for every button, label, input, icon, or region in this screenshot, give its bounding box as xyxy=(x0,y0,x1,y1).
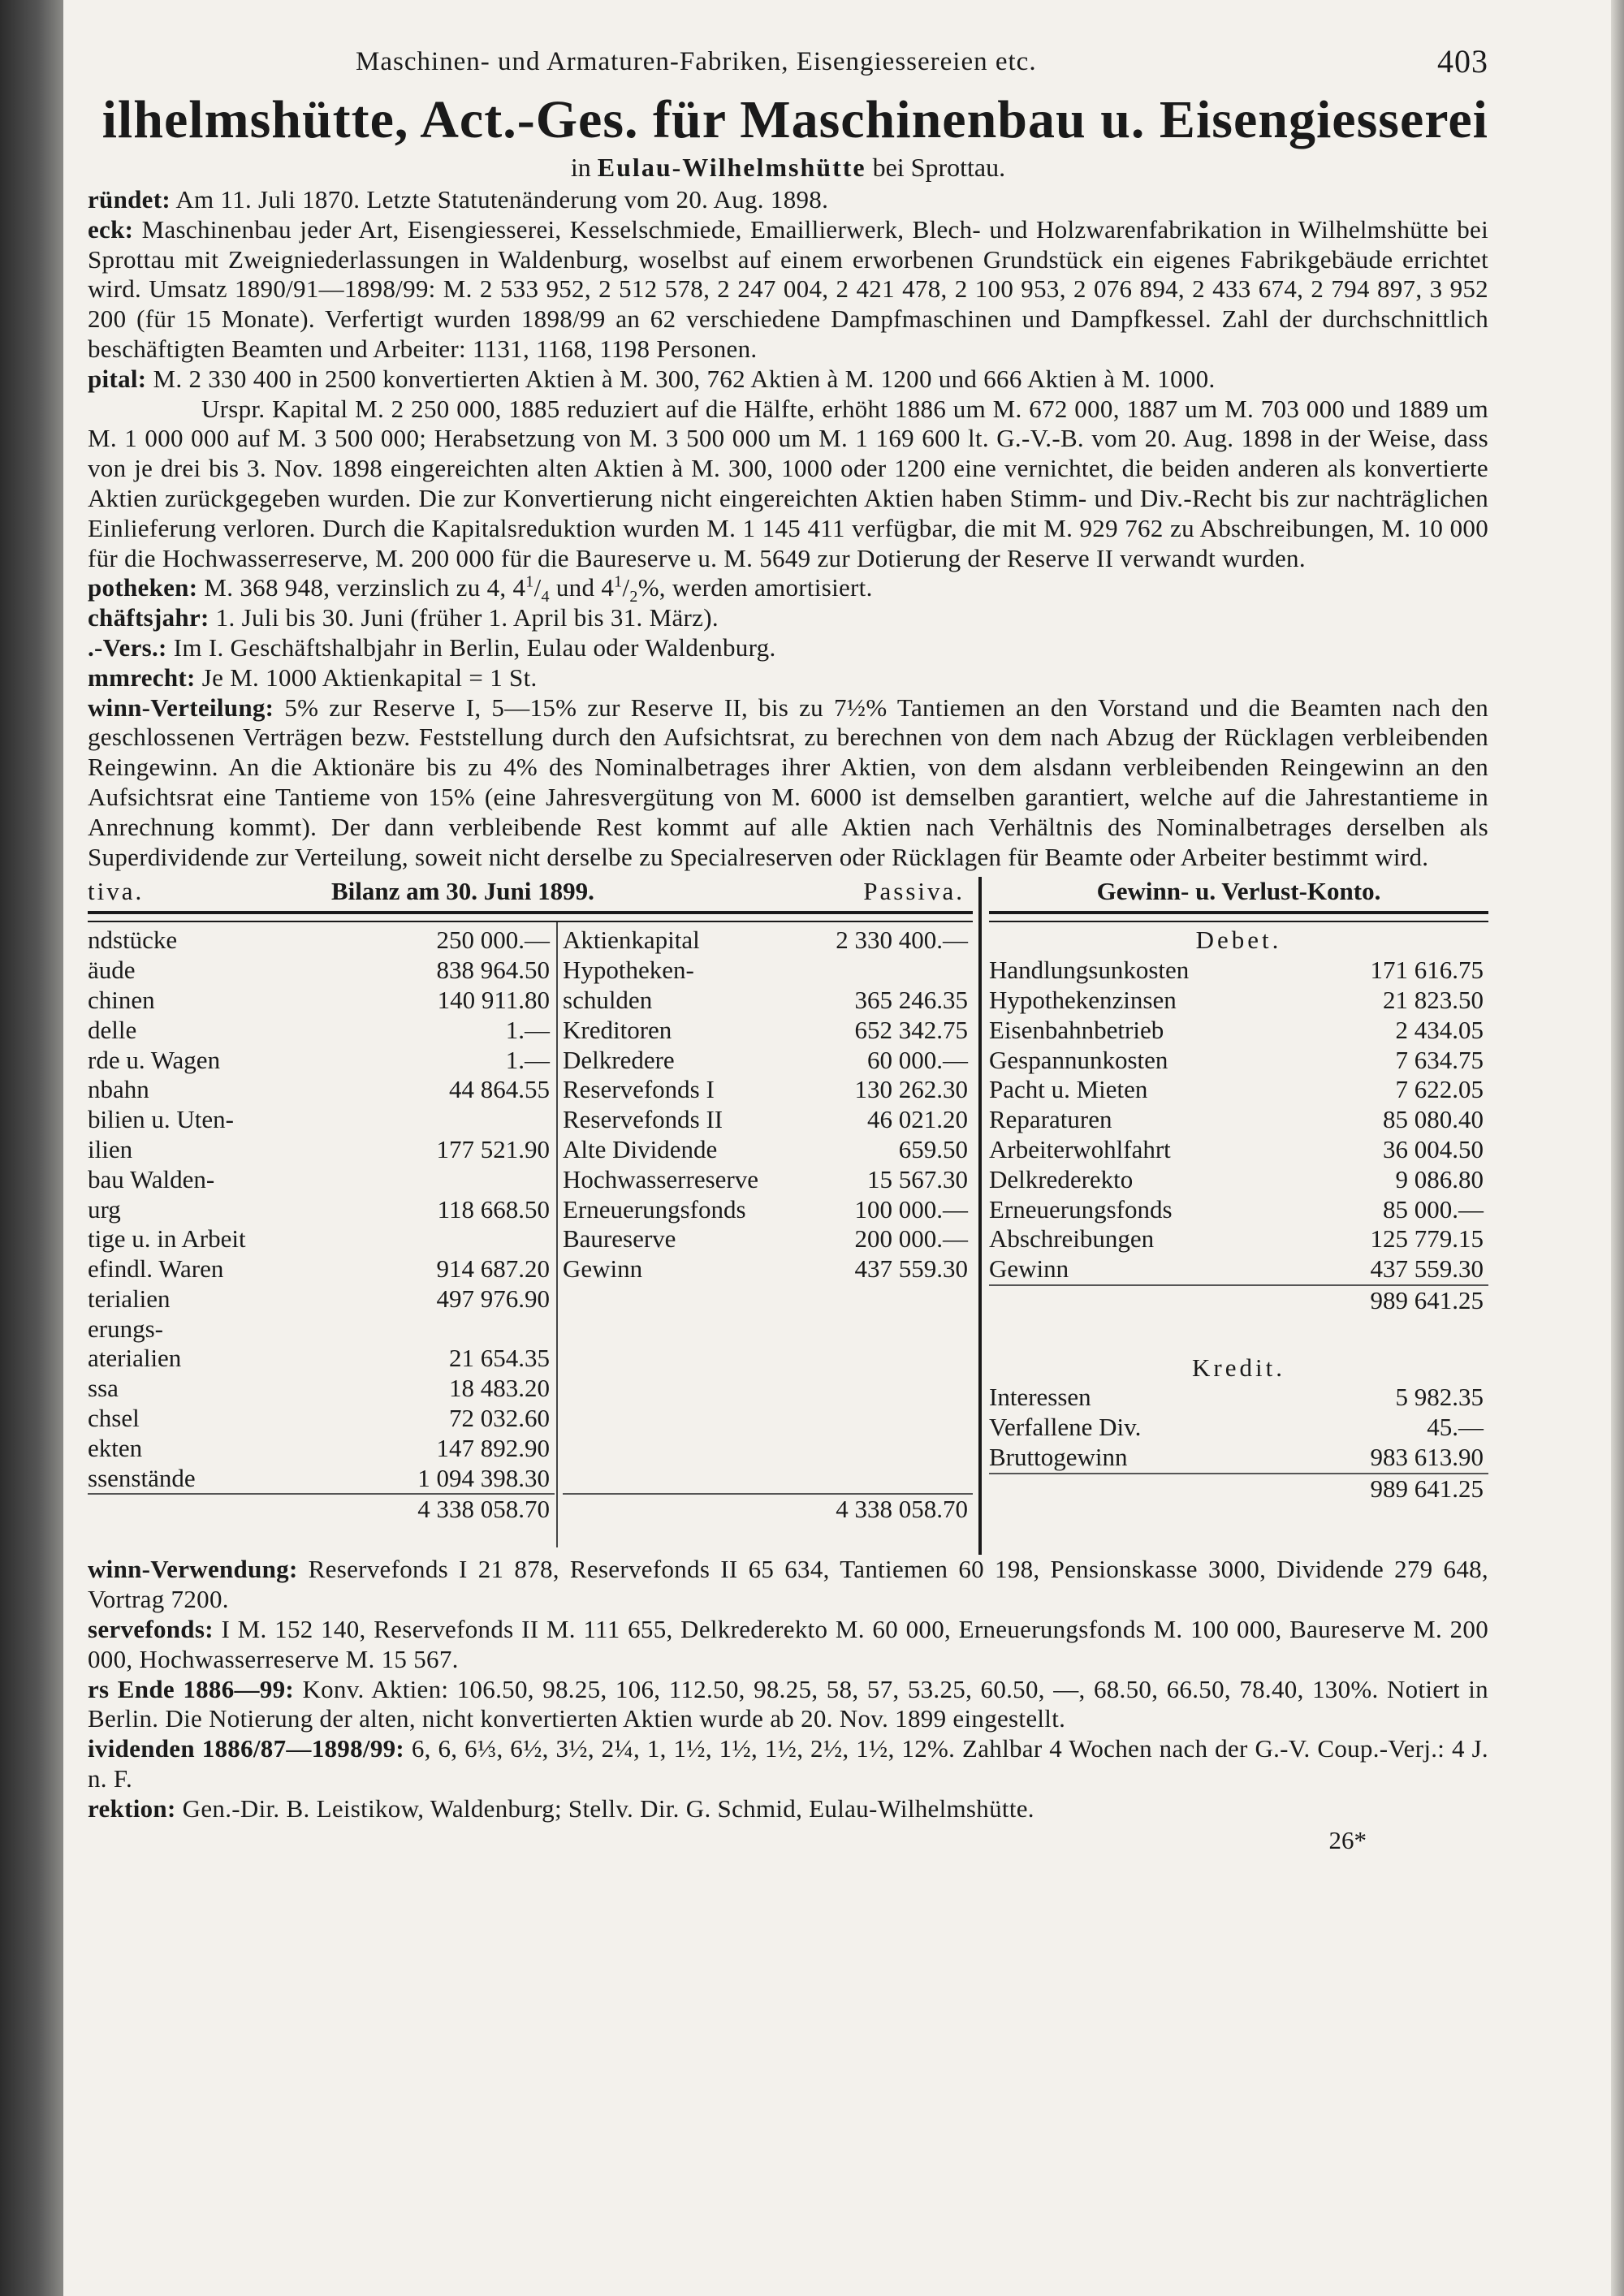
page-gutter-shadow xyxy=(0,0,63,2296)
row-value: 200 000.— xyxy=(854,1224,968,1254)
table-row xyxy=(563,1165,973,1195)
balance-title: Bilanz am 30. Juni 1899. xyxy=(331,877,594,906)
balance-header xyxy=(88,877,973,914)
total-value: 4 338 058.70 xyxy=(417,1495,550,1524)
table-row xyxy=(989,1105,1488,1135)
row-label: Hochwasserreserve xyxy=(563,1164,758,1193)
table-row xyxy=(88,1374,555,1404)
row-value: 85 000.— xyxy=(1383,1194,1484,1224)
row-label: ilien xyxy=(88,1134,133,1163)
total-row xyxy=(989,1473,1488,1504)
row-value: 118 668.50 xyxy=(437,1194,550,1224)
row-label: Gewinn xyxy=(563,1254,643,1284)
table-row xyxy=(88,1105,555,1135)
row-value: 177 521.90 xyxy=(436,1134,550,1163)
row-value: 250 000.— xyxy=(436,926,550,955)
table-row xyxy=(563,1224,973,1254)
row-value: 652 342.75 xyxy=(854,1015,968,1044)
dividends-paragraph: ividenden 1886/87—1898/99: 6, 6, 6⅓, 6½, 3½, 2¼, 1, 1½, 1½, 1½, 2½, 1½, 12%. Zahlbar 4 Wochen nach der G.-V. Coup.-Verj.: 4 J. n. F. xyxy=(88,1734,1488,1793)
row-label: ssenstände xyxy=(88,1463,196,1492)
profit-loss-account xyxy=(989,877,1488,1503)
row-value: 36 004.50 xyxy=(1383,1134,1484,1163)
table-row xyxy=(989,1224,1488,1254)
row-value: 15 567.30 xyxy=(867,1164,968,1193)
row-label: erungs- xyxy=(88,1314,163,1343)
table-row xyxy=(563,1105,973,1135)
table-row xyxy=(563,956,973,986)
row-label: ssa xyxy=(88,1374,119,1403)
table-row xyxy=(88,1344,555,1374)
table-row xyxy=(989,1046,1488,1076)
row-value: 21 654.35 xyxy=(449,1344,550,1373)
row-label: Abschreibungen xyxy=(989,1224,1155,1254)
voting-right-paragraph: mmrecht: Je M. 1000 Aktienkapital = 1 St. xyxy=(88,662,538,692)
table-row xyxy=(563,986,973,1016)
table-row xyxy=(88,1195,555,1225)
row-label: urg xyxy=(88,1194,121,1224)
page-content xyxy=(88,41,1488,1857)
capital-paragraph: pital: M. 2 330 400 in 2500 konvertierten Aktien à M. 300, 762 Aktien à M. 1200 und 666 Aktien à M. 1000. xyxy=(88,364,1216,393)
row-value: 838 964.50 xyxy=(436,956,550,985)
row-value: 365 246.35 xyxy=(854,985,968,1014)
row-label: Alte Dividende xyxy=(563,1134,718,1163)
document-page xyxy=(63,0,1624,2296)
table-row xyxy=(88,1434,555,1464)
table-row xyxy=(989,1135,1488,1165)
row-label: terialien xyxy=(88,1284,171,1313)
row-label: chinen xyxy=(88,985,155,1014)
running-header xyxy=(88,41,1488,89)
row-value: 21 823.50 xyxy=(1383,985,1484,1014)
general-meeting-paragraph: .-Vers.: Im I. Geschäftshalbjahr in Berlin, Eulau oder Waldenburg. xyxy=(88,632,776,662)
row-value: 100 000.— xyxy=(854,1194,968,1224)
row-label: äude xyxy=(88,956,136,985)
table-row xyxy=(88,1464,555,1494)
guv-rule xyxy=(989,914,1488,922)
purpose-paragraph: eck: Maschinenbau jeder Art, Eisengiesserei, Kesselschmiede, Emaillierwerk, Blech- und Holzwarenfabrikation in Wilhelmshütte bei Sprottau mit Zweigniederlassungen in Waldenburg, woselbst auf einem erworbenen Grundstück ein eigenes Fabrikgebäude errichtet wird. Umsatz 1890/91—1898/99: M. 2 533 952, 2 512 578, 2 247 004, 2 421 478, 2 100 953, 2 076 894, 2 433 674, 2 794 897, 3 952 200 (für 15 Monate). Verfertigt wurden 1898/99 an 62 verschiedene Dampfmaschinen und Dampfkessel. Zahl der durchschnittlich beschäftigten Beamten und Arbeiter: 1131, 1168, 1198 Personen. xyxy=(88,214,1489,363)
row-label: Pacht u. Mieten xyxy=(989,1075,1148,1104)
row-label: ndstücke xyxy=(88,926,178,955)
row-label: delle xyxy=(88,1015,137,1044)
table-row xyxy=(563,1016,973,1046)
table-row xyxy=(989,1016,1488,1046)
row-value: 85 080.40 xyxy=(1383,1105,1484,1134)
row-label: chsel xyxy=(88,1404,140,1433)
row-value: 140 911.80 xyxy=(437,985,550,1014)
balance-column-divider xyxy=(556,922,558,1547)
row-label: Kreditoren xyxy=(563,1015,672,1044)
row-label: Gewinn xyxy=(989,1254,1069,1284)
table-row xyxy=(989,1195,1488,1225)
section-heading: Kredit. xyxy=(1192,1353,1285,1382)
reserve-funds-paragraph: servefonds: I M. 152 140, Reservefonds II M. 111 655, Delkrederekto M. 60 000, Erneuerungsfonds M. 100 000, Baureserve M. 200 000, Hochwasserreserve M. 15 567. xyxy=(88,1614,1488,1673)
aktiva-column xyxy=(88,926,555,1525)
row-value: 9 086.80 xyxy=(1395,1164,1484,1193)
row-label: Reservefonds I xyxy=(563,1075,715,1104)
row-label: Delkrederekto xyxy=(989,1164,1134,1193)
table-row xyxy=(88,1075,555,1105)
location-name: Eulau-Wilhelmshütte xyxy=(597,153,866,182)
table-row xyxy=(563,1195,973,1225)
management-paragraph: rektion: Gen.-Dir. B. Leistikow, Waldenburg; Stellv. Dir. G. Schmid, Eulau-Wilhelmshütte. xyxy=(88,1793,1034,1823)
row-value: 7 634.75 xyxy=(1395,1045,1484,1074)
row-value: 1.— xyxy=(505,1015,550,1044)
share-price-paragraph: rs Ende 1886—99: Konv. Aktien: 106.50, 98.25, 106, 112.50, 98.25, 58, 57, 53.25, 60.50, —, 68.50, 66.50, 78.40, 130%. Notiert in Berlin. Die Notierung der alten, nicht konvertierten Aktien wurde ab 20. Nov. 1899 eingestellt. xyxy=(88,1674,1488,1733)
table-row xyxy=(88,1135,555,1165)
table-row xyxy=(88,1046,555,1076)
row-value: 5 982.35 xyxy=(1395,1383,1484,1412)
row-value: 45.— xyxy=(1427,1413,1484,1442)
page-number: 403 xyxy=(1437,43,1488,80)
row-label: ekten xyxy=(88,1433,143,1462)
row-label: Reservefonds II xyxy=(563,1105,723,1134)
row-value: 2 330 400.— xyxy=(836,926,968,955)
row-value: 130 262.30 xyxy=(854,1075,968,1104)
table-row xyxy=(88,1016,555,1046)
table-row xyxy=(88,1254,555,1284)
profit-usage-paragraph: winn-Verwendung: Reservefonds I 21 878, Reservefonds II 65 634, Tantiemen 60 198, Pensionskasse 3000, Dividende 279 648, Vortrag 7200. xyxy=(88,1555,1488,1614)
row-value: 125 779.15 xyxy=(1370,1224,1484,1254)
row-label: tige u. in Arbeit xyxy=(88,1224,246,1254)
row-value: 659.50 xyxy=(898,1134,968,1163)
row-value: 2 434.05 xyxy=(1395,1015,1484,1044)
row-label: Bruttogewinn xyxy=(989,1443,1128,1472)
company-location: in Eulau-Wilhelmshütte bei Sprottau. xyxy=(570,153,1006,182)
table-row xyxy=(88,986,555,1016)
total-value: 4 338 058.70 xyxy=(836,1495,968,1524)
total-row xyxy=(88,1493,555,1525)
financial-tables xyxy=(88,877,1488,1555)
row-value: 437 559.30 xyxy=(1370,1254,1484,1284)
signature-mark: 26* xyxy=(1328,1825,1367,1854)
row-value: 147 892.90 xyxy=(436,1433,550,1462)
row-value: 983 613.90 xyxy=(1370,1443,1484,1472)
row-label: aterialien xyxy=(88,1344,182,1373)
table-row xyxy=(88,1284,555,1314)
mortgages-paragraph: potheken: M. 368 948, verzinslich zu 4, $4^1/_4$ und $4^1/_2\%$, werden amortisiert. xyxy=(88,573,873,606)
row-label: Hypotheken- xyxy=(563,956,694,985)
row-label: Baureserve xyxy=(563,1224,676,1254)
passiva-label: Passiva. xyxy=(863,877,965,906)
row-label: bau Walden- xyxy=(88,1164,215,1193)
total-value: 989 641.25 xyxy=(1370,1474,1484,1503)
row-label: nbahn xyxy=(88,1075,149,1104)
guv-header xyxy=(989,877,1488,914)
guv-title: Gewinn- u. Verlust-Konto. xyxy=(1096,877,1381,906)
table-row xyxy=(88,1224,555,1254)
company-title: ilhelmshütte, Act.-Ges. für Maschinenbau u. Eisengiesserei xyxy=(102,90,1488,149)
table-row xyxy=(989,1383,1488,1413)
table-row xyxy=(88,926,555,956)
row-label: schulden xyxy=(563,985,653,1014)
profit-distribution-paragraph: winn-Verteilung: 5% zur Reserve I, 5—15% zur Reserve II, bis zu 7½% Tantiemen an den Vorstand und die Beamten nach den geschlossenen Verträgen bezw. Feststellung durch den Aufsichtsrat, zu berechnen von dem nach Abzug der Rücklagen verbleibenden Reingewinn. An die Aktionäre bis zu 4% des Nominalbetrages ihrer Aktien, von dem alsdann verbleibenden Reingewinn an den Aufsichtsrat eine Tantieme von 15% (eine Jahresvergütung von M. 6000 ist demselben garantiert, welche auf die Jahrestantieme in Anrechnung kommt). Der dann verbleibende Rest kommt auf alle Aktien nach Verhältnis des Nominalbetrages derselben als Superdividende zur Verteilung, soweit nicht derselbe zu Specialreserven oder Rücklagen für Beamte oder Arbeiter bestimmt wird. xyxy=(88,693,1488,871)
row-value: 72 032.60 xyxy=(449,1404,550,1433)
row-label: Eisenbahnbetrieb xyxy=(989,1015,1164,1044)
row-label: Hypothekenzinsen xyxy=(989,985,1177,1014)
row-label: rde u. Wagen xyxy=(88,1045,221,1074)
row-value: 1 094 398.30 xyxy=(417,1463,550,1492)
table-row xyxy=(989,1165,1488,1195)
tables-divider xyxy=(978,877,982,1555)
table-row xyxy=(563,926,973,956)
table-row xyxy=(563,1135,973,1165)
balance-sheet xyxy=(88,877,973,1524)
fiscal-year-paragraph: chäftsjahr: 1. Juli bis 30. Juni (früher 1. April bis 31. März). xyxy=(88,603,719,632)
row-label: Handlungsunkosten xyxy=(989,956,1190,985)
table-row xyxy=(88,956,555,986)
row-label: Aktienkapital xyxy=(563,926,700,955)
table-row xyxy=(88,1165,555,1195)
capital-history-paragraph: Urspr. Kapital M. 2 250 000, 1885 reduziert auf die Hälfte, erhöht 1886 um M. 672 000, 1887 um M. 703 000 und 1889 um M. 1 000 000 auf M. 3 500 000; Herabsetzung von M. 3 500 000 um M. 1 169 600 lt. G.-V.-B. vom 20. Aug. 1898 in der Weise, dass von je drei bis 3. Nov. 1898 eingereichten alten Aktien à M. 300, 1000 oder 1200 eine vernichtet, die beiden anderen als konvertierte Aktien zurückgegeben wurden. Die zur Konvertierung nicht eingereichten Aktien haben Stimm- und Div.-Recht bis zur nachträglichen Einlieferung verloren. Durch die Kapitalsreduktion wurden M. 1 145 411 verfügbar, die mit M. 929 762 zu Abschreibungen, M. 10 000 für die Hochwasserreserve, M. 200 000 für die Baureserve u. M. 5649 zur Dotierung der Reserve II verwandt wurden. xyxy=(88,394,1488,572)
row-value: 44 864.55 xyxy=(449,1075,550,1104)
row-label: Erneuerungsfonds xyxy=(989,1194,1173,1224)
running-head: Maschinen- und Armaturen-Fabriken, Eisengiessereien etc. xyxy=(356,47,1037,76)
row-label: Interessen xyxy=(989,1383,1091,1412)
row-label: Arbeiterwohlfahrt xyxy=(989,1134,1171,1163)
row-label: Verfallene Div. xyxy=(989,1413,1142,1442)
row-label: Erneuerungsfonds xyxy=(563,1194,746,1224)
row-value: 171 616.75 xyxy=(1370,956,1484,985)
row-value: 60 000.— xyxy=(867,1045,968,1074)
row-label: efindl. Waren xyxy=(88,1254,224,1284)
total-value: 989 641.25 xyxy=(1370,1285,1484,1314)
table-row xyxy=(989,1075,1488,1105)
table-row xyxy=(989,956,1488,986)
row-value: 7 622.05 xyxy=(1395,1075,1484,1104)
guv-column xyxy=(989,926,1488,1504)
total-row xyxy=(563,1493,973,1525)
table-row xyxy=(88,1314,555,1344)
row-value: 46 021.20 xyxy=(867,1105,968,1134)
row-value: 1.— xyxy=(505,1045,550,1074)
founded-paragraph: ründet: Am 11. Juli 1870. Letzte Statutenänderung vom 20. Aug. 1898. xyxy=(88,185,829,214)
table-row xyxy=(989,1413,1488,1443)
aktiva-label: tiva. xyxy=(88,877,145,906)
row-label: Gespannunkosten xyxy=(989,1045,1168,1074)
row-label: bilien u. Uten- xyxy=(88,1105,234,1134)
table-row xyxy=(563,1254,973,1284)
row-value: 914 687.20 xyxy=(436,1254,550,1284)
table-row xyxy=(563,1046,973,1076)
table-row xyxy=(989,1443,1488,1473)
table-row xyxy=(88,1404,555,1434)
page-edge xyxy=(1611,0,1624,2296)
row-value: 497 976.90 xyxy=(436,1284,550,1313)
table-row xyxy=(989,986,1488,1016)
row-value: 18 483.20 xyxy=(449,1374,550,1403)
passiva-column xyxy=(563,926,973,1525)
balance-rule xyxy=(88,914,973,922)
row-value: 437 559.30 xyxy=(854,1254,968,1284)
table-row xyxy=(989,1254,1488,1284)
row-label: Reparaturen xyxy=(989,1105,1112,1134)
row-label: Delkredere xyxy=(563,1045,675,1074)
total-row xyxy=(989,1284,1488,1316)
table-row xyxy=(563,1075,973,1105)
section-heading: Debet. xyxy=(1195,926,1282,955)
